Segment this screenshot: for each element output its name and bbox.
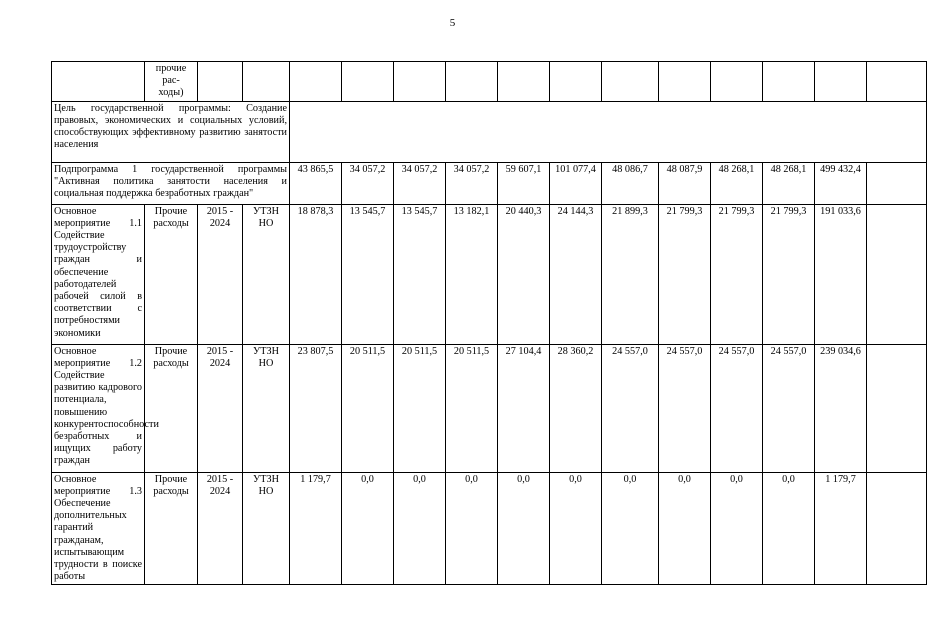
continuation-type-line: прочие рас- bbox=[155, 63, 187, 87]
measure-period: 2015 - 2024 bbox=[198, 204, 243, 344]
measure-name: Основное мероприятие 1.3 Обеспечение дополнительных гарантий гражданам, испытывающим трудности в поиске работы bbox=[52, 472, 145, 585]
value-cell: 18 878,3 bbox=[290, 204, 342, 344]
cell-empty bbox=[763, 62, 815, 102]
cell-empty bbox=[243, 62, 290, 102]
page-number: 5 bbox=[449, 17, 456, 29]
measure-row bbox=[52, 472, 927, 585]
value-cell: 48 268,1 bbox=[711, 162, 763, 204]
value-cell: 101 077,4 bbox=[550, 162, 602, 204]
subprogram-row bbox=[52, 162, 927, 204]
value-cell: 499 432,4 bbox=[815, 162, 867, 204]
value-cell: 21 899,3 bbox=[602, 204, 659, 344]
value-cell: 0,0 bbox=[550, 472, 602, 585]
cell-empty bbox=[290, 101, 927, 162]
cell-empty bbox=[290, 62, 342, 102]
goal-row bbox=[52, 101, 927, 162]
value-cell: 20 511,5 bbox=[394, 344, 446, 472]
subprogram-name: Подпрограмма 1 государственной программы "Активная политика занятости населения и социальная поддержка безработных граждан" bbox=[52, 162, 290, 204]
measure-row bbox=[52, 204, 927, 344]
cell-empty bbox=[394, 62, 446, 102]
cell-empty bbox=[498, 62, 550, 102]
value-cell: 0,0 bbox=[394, 472, 446, 585]
cell-empty bbox=[867, 62, 927, 102]
measure-name: Основное мероприятие 1.1 Содействие трудоустройству граждан и обеспечение работодателей рабочей силой в соответствии с потребностями экономики bbox=[52, 204, 145, 344]
value-cell: 0,0 bbox=[659, 472, 711, 585]
value-cell: 48 086,7 bbox=[602, 162, 659, 204]
value-cell: 34 057,2 bbox=[446, 162, 498, 204]
cell-empty bbox=[867, 204, 927, 344]
value-cell: 24 144,3 bbox=[550, 204, 602, 344]
measure-executor: УТЗН НО bbox=[243, 472, 290, 585]
cell-empty bbox=[602, 62, 659, 102]
measure-name: Основное мероприятие 1.2 Содействие развитию кадрового потенциала, повышению конкурентоспособности безработных и ищущих работу граждан bbox=[52, 344, 145, 472]
value-cell: 20 511,5 bbox=[342, 344, 394, 472]
measure-type: Прочие расходы bbox=[145, 204, 198, 344]
value-cell: 21 799,3 bbox=[659, 204, 711, 344]
continuation-row bbox=[52, 62, 927, 102]
value-cell: 48 268,1 bbox=[763, 162, 815, 204]
measure-type: Прочие расходы bbox=[145, 344, 198, 472]
value-cell: 24 557,0 bbox=[659, 344, 711, 472]
budget-table bbox=[51, 61, 927, 585]
value-cell: 34 057,2 bbox=[342, 162, 394, 204]
value-cell: 48 087,9 bbox=[659, 162, 711, 204]
value-cell: 239 034,6 bbox=[815, 344, 867, 472]
value-cell: 0,0 bbox=[763, 472, 815, 585]
cell-empty bbox=[815, 62, 867, 102]
cell-empty bbox=[198, 62, 243, 102]
cell-empty bbox=[659, 62, 711, 102]
measure-type: Прочие расходы bbox=[145, 472, 198, 585]
value-cell: 23 807,5 bbox=[290, 344, 342, 472]
cell-empty bbox=[711, 62, 763, 102]
value-cell: 24 557,0 bbox=[602, 344, 659, 472]
value-cell: 1 179,7 bbox=[815, 472, 867, 585]
value-cell: 24 557,0 bbox=[711, 344, 763, 472]
value-cell: 27 104,4 bbox=[498, 344, 550, 472]
value-cell: 13 545,7 bbox=[394, 204, 446, 344]
value-cell: 191 033,6 bbox=[815, 204, 867, 344]
cell-empty bbox=[446, 62, 498, 102]
value-cell: 43 865,5 bbox=[290, 162, 342, 204]
measure-executor: УТЗН НО bbox=[243, 204, 290, 344]
cell-empty bbox=[867, 162, 927, 204]
measure-executor: УТЗН НО bbox=[243, 344, 290, 472]
value-cell: 20 440,3 bbox=[498, 204, 550, 344]
cell-empty bbox=[550, 62, 602, 102]
value-cell: 34 057,2 bbox=[394, 162, 446, 204]
measure-period: 2015 - 2024 bbox=[198, 472, 243, 585]
cell-empty bbox=[52, 62, 145, 102]
cell-empty bbox=[867, 472, 927, 585]
measure-row bbox=[52, 344, 927, 472]
cell-empty bbox=[867, 344, 927, 472]
value-cell: 21 799,3 bbox=[763, 204, 815, 344]
cell-empty bbox=[342, 62, 394, 102]
continuation-type-cell bbox=[145, 62, 198, 102]
value-cell: 0,0 bbox=[446, 472, 498, 585]
value-cell: 1 179,7 bbox=[290, 472, 342, 585]
continuation-type-line: ходы) bbox=[158, 87, 184, 99]
value-cell: 0,0 bbox=[711, 472, 763, 585]
value-cell: 13 545,7 bbox=[342, 204, 394, 344]
value-cell: 21 799,3 bbox=[711, 204, 763, 344]
value-cell: 20 511,5 bbox=[446, 344, 498, 472]
value-cell: 0,0 bbox=[498, 472, 550, 585]
measure-period: 2015 - 2024 bbox=[198, 344, 243, 472]
value-cell: 24 557,0 bbox=[763, 344, 815, 472]
goal-text: Цель государственной программы: Создание правовых, экономических и социальных условий, способствующих эффективному развитию занятости населения bbox=[52, 101, 290, 162]
value-cell: 28 360,2 bbox=[550, 344, 602, 472]
value-cell: 59 607,1 bbox=[498, 162, 550, 204]
value-cell: 0,0 bbox=[342, 472, 394, 585]
value-cell: 0,0 bbox=[602, 472, 659, 585]
value-cell: 13 182,1 bbox=[446, 204, 498, 344]
